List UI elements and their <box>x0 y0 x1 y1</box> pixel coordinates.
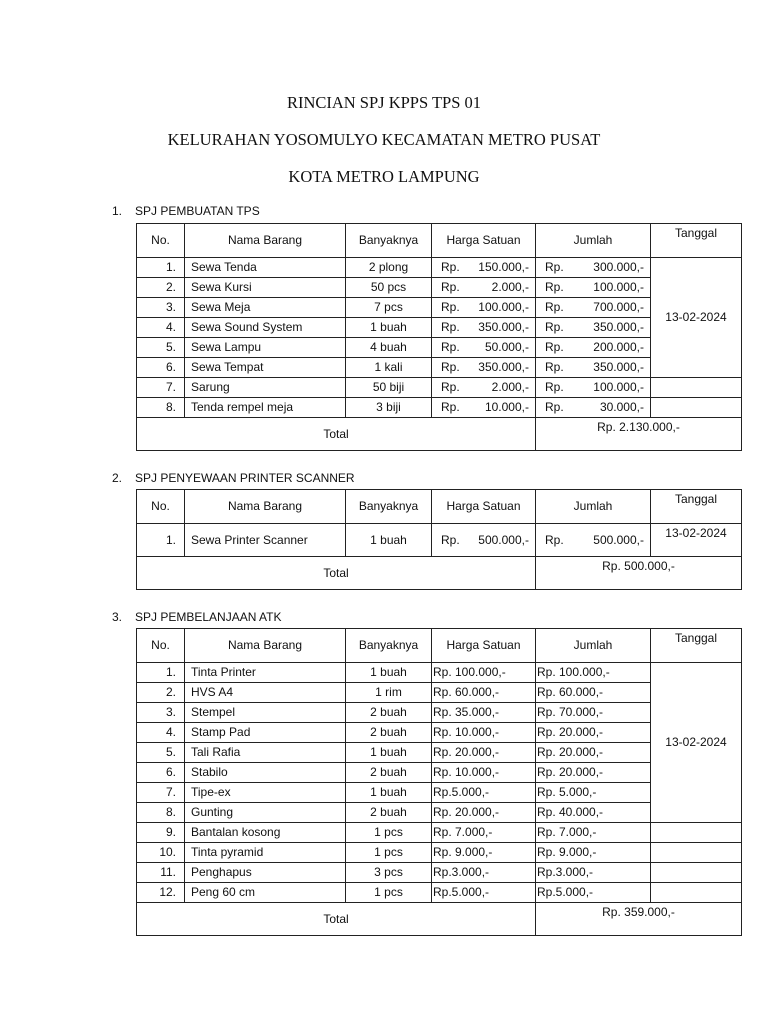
cell-harga-satuan: Rp. 20.000,- <box>432 743 536 763</box>
cell-no: 6. <box>137 763 185 783</box>
currency-label: Rp. <box>441 280 460 294</box>
currency-label: Rp. <box>441 380 460 394</box>
table-pembelanjaan-atk <box>136 628 742 936</box>
table-row <box>137 883 742 903</box>
header-tanggal: Tanggal <box>651 490 742 524</box>
amount: 2.000,- <box>491 380 529 394</box>
currency-label: Rp. <box>545 340 564 354</box>
amount: 30.000,- <box>599 400 644 414</box>
currency-label: Rp. <box>441 320 460 334</box>
cell-nama-barang: Sewa Sound System <box>185 318 346 338</box>
cell-nama-barang: Tinta Printer <box>185 663 346 683</box>
header-jumlah: Jumlah <box>536 224 651 258</box>
cell-jumlah <box>536 398 651 418</box>
amount: 350.000,- <box>593 320 644 334</box>
amount: 100.000,- <box>478 300 529 314</box>
cell-nama-barang: Sewa Kursi <box>185 278 346 298</box>
currency-label: Rp. <box>441 340 460 354</box>
cell-no: 2. <box>137 683 185 703</box>
cell-banyaknya: 3 biji <box>346 398 432 418</box>
cell-nama-barang: Tinta pyramid <box>185 843 346 863</box>
cell-no: 7. <box>137 783 185 803</box>
cell-no: 3. <box>137 703 185 723</box>
cell-jumlah <box>536 298 651 318</box>
cell-no: 8. <box>137 398 185 418</box>
cell-tanggal: 13-02-2024 <box>651 524 742 557</box>
cell-nama-barang: Tipe-ex <box>185 783 346 803</box>
cell-jumlah <box>536 378 651 398</box>
currency-label: Rp. <box>441 300 460 314</box>
header-banyaknya: Banyaknya <box>346 629 432 663</box>
amount: 700.000,- <box>593 300 644 314</box>
currency-label: Rp. <box>545 300 564 314</box>
currency-label: Rp. <box>545 360 564 374</box>
cell-nama-barang: Gunting <box>185 803 346 823</box>
amount: 100.000,- <box>593 280 644 294</box>
header-nama-barang: Nama Barang <box>185 490 346 524</box>
cell-no: 9. <box>137 823 185 843</box>
section-number: 2. <box>112 471 123 485</box>
header-tanggal: Tanggal <box>651 629 742 663</box>
header-jumlah: Jumlah <box>536 490 651 524</box>
cell-banyaknya: 1 rim <box>346 683 432 703</box>
section-label-1 <box>112 204 260 218</box>
cell-nama-barang: Sarung <box>185 378 346 398</box>
table-row <box>137 524 742 557</box>
cell-harga-satuan <box>432 258 536 278</box>
table-penyewaan-printer <box>136 489 742 590</box>
cell-jumlah: Rp. 70.000,- <box>536 703 651 723</box>
cell-nama-barang: Sewa Lampu <box>185 338 346 358</box>
cell-no: 8. <box>137 803 185 823</box>
cell-harga-satuan <box>432 278 536 298</box>
cell-banyaknya: 1 kali <box>346 358 432 378</box>
cell-tanggal-empty <box>651 378 742 398</box>
table-row <box>137 823 742 843</box>
cell-jumlah: Rp. 20.000,- <box>536 763 651 783</box>
cell-jumlah: Rp. 20.000,- <box>536 723 651 743</box>
cell-nama-barang: Sewa Printer Scanner <box>185 524 346 557</box>
table-row <box>137 843 742 863</box>
total-value: Rp. 2.130.000,- <box>536 418 742 451</box>
amount: 2.000,- <box>491 280 529 294</box>
cell-harga-satuan: Rp.5.000,- <box>432 783 536 803</box>
total-value: Rp. 359.000,- <box>536 903 742 936</box>
currency-label: Rp. <box>545 320 564 334</box>
cell-banyaknya: 2 buah <box>346 723 432 743</box>
header-harga-satuan: Harga Satuan <box>432 629 536 663</box>
cell-tanggal-empty <box>651 823 742 843</box>
cell-banyaknya: 3 pcs <box>346 863 432 883</box>
currency-label: Rp. <box>441 260 460 274</box>
cell-tanggal-empty <box>651 398 742 418</box>
cell-no: 7. <box>137 378 185 398</box>
table-header-row <box>137 490 742 524</box>
cell-harga-satuan: Rp.5.000,- <box>432 883 536 903</box>
currency-label: Rp. <box>441 360 460 374</box>
cell-tanggal-empty <box>651 843 742 863</box>
header-harga-satuan: Harga Satuan <box>432 224 536 258</box>
cell-banyaknya: 1 pcs <box>346 823 432 843</box>
cell-tanggal-empty <box>651 883 742 903</box>
amount: 50.000,- <box>484 340 529 354</box>
section-title: SPJ PEMBUATAN TPS <box>135 204 260 218</box>
section-number: 3. <box>112 610 123 624</box>
cell-jumlah: Rp.5.000,- <box>536 883 651 903</box>
cell-jumlah <box>536 524 651 557</box>
document-subtitle-kota: KOTA METRO LAMPUNG <box>288 167 480 186</box>
section-title: SPJ PENYEWAAN PRINTER SCANNER <box>135 471 355 485</box>
amount: 10.000,- <box>484 400 529 414</box>
total-label: Total <box>137 903 536 936</box>
amount: 500.000,- <box>593 532 644 547</box>
cell-banyaknya: 50 pcs <box>346 278 432 298</box>
cell-jumlah <box>536 278 651 298</box>
cell-nama-barang: Peng 60 cm <box>185 883 346 903</box>
cell-no: 5. <box>137 338 185 358</box>
header-nama-barang: Nama Barang <box>185 629 346 663</box>
table-row <box>137 258 742 278</box>
cell-nama-barang: Sewa Tempat <box>185 358 346 378</box>
table-row <box>137 378 742 398</box>
cell-banyaknya: 4 buah <box>346 338 432 358</box>
cell-harga-satuan: Rp. 9.000,- <box>432 843 536 863</box>
table-row <box>137 663 742 683</box>
cell-banyaknya: 1 buah <box>346 524 432 557</box>
cell-nama-barang: Stempel <box>185 703 346 723</box>
total-row <box>137 557 742 590</box>
cell-harga-satuan <box>432 398 536 418</box>
currency-label: Rp. <box>441 532 460 547</box>
cell-harga-satuan: Rp. 10.000,- <box>432 723 536 743</box>
total-value: Rp. 500.000,- <box>536 557 742 590</box>
currency-label: Rp. <box>545 532 564 547</box>
total-label: Total <box>137 557 536 590</box>
cell-banyaknya: 2 buah <box>346 803 432 823</box>
cell-tanggal-empty <box>651 863 742 883</box>
cell-jumlah: Rp.3.000,- <box>536 863 651 883</box>
amount: 500.000,- <box>478 532 529 547</box>
cell-no: 2. <box>137 278 185 298</box>
amount: 350.000,- <box>478 320 529 334</box>
cell-no: 5. <box>137 743 185 763</box>
cell-jumlah: Rp. 100.000,- <box>536 663 651 683</box>
cell-jumlah <box>536 358 651 378</box>
cell-no: 4. <box>137 723 185 743</box>
header-tanggal: Tanggal <box>651 224 742 258</box>
cell-no: 3. <box>137 298 185 318</box>
cell-harga-satuan <box>432 318 536 338</box>
cell-banyaknya: 50 biji <box>346 378 432 398</box>
cell-banyaknya: 1 pcs <box>346 843 432 863</box>
cell-nama-barang: Bantalan kosong <box>185 823 346 843</box>
table-header-row <box>137 224 742 258</box>
amount: 350.000,- <box>593 360 644 374</box>
total-row <box>137 418 742 451</box>
cell-nama-barang: HVS A4 <box>185 683 346 703</box>
header-no: No. <box>137 224 185 258</box>
header-no: No. <box>137 629 185 663</box>
header-harga-satuan: Harga Satuan <box>432 490 536 524</box>
cell-jumlah <box>536 318 651 338</box>
cell-no: 4. <box>137 318 185 338</box>
amount: 200.000,- <box>593 340 644 354</box>
amount: 100.000,- <box>593 380 644 394</box>
cell-no: 12. <box>137 883 185 903</box>
cell-harga-satuan: Rp. 20.000,- <box>432 803 536 823</box>
currency-label: Rp. <box>545 260 564 274</box>
table-row <box>137 863 742 883</box>
cell-jumlah: Rp. 7.000,- <box>536 823 651 843</box>
currency-label: Rp. <box>545 280 564 294</box>
cell-harga-satuan: Rp. 100.000,- <box>432 663 536 683</box>
cell-nama-barang: Stamp Pad <box>185 723 346 743</box>
currency-label: Rp. <box>545 380 564 394</box>
cell-harga-satuan <box>432 524 536 557</box>
cell-no: 6. <box>137 358 185 378</box>
header-jumlah: Jumlah <box>536 629 651 663</box>
cell-nama-barang: Tali Rafia <box>185 743 346 763</box>
cell-banyaknya: 1 buah <box>346 743 432 763</box>
cell-harga-satuan <box>432 298 536 318</box>
section-label-3 <box>112 610 282 624</box>
table-row <box>137 398 742 418</box>
amount: 150.000,- <box>478 260 529 274</box>
total-row <box>137 903 742 936</box>
cell-harga-satuan: Rp. 60.000,- <box>432 683 536 703</box>
header-no: No. <box>137 490 185 524</box>
table-header-row <box>137 629 742 663</box>
section-number: 1. <box>112 204 123 218</box>
section-label-2 <box>112 471 355 485</box>
cell-banyaknya: 7 pcs <box>346 298 432 318</box>
cell-jumlah: Rp. 9.000,- <box>536 843 651 863</box>
currency-label: Rp. <box>441 400 460 414</box>
section-title: SPJ PEMBELANJAAN ATK <box>135 610 282 624</box>
cell-harga-satuan <box>432 378 536 398</box>
cell-harga-satuan: Rp.3.000,- <box>432 863 536 883</box>
cell-banyaknya: 1 pcs <box>346 883 432 903</box>
cell-banyaknya: 1 buah <box>346 318 432 338</box>
cell-harga-satuan: Rp. 7.000,- <box>432 823 536 843</box>
cell-jumlah <box>536 338 651 358</box>
cell-nama-barang: Stabilo <box>185 763 346 783</box>
cell-nama-barang: Tenda rempel meja <box>185 398 346 418</box>
cell-tanggal: 13-02-2024 <box>651 258 742 378</box>
cell-jumlah <box>536 258 651 278</box>
cell-jumlah: Rp. 60.000,- <box>536 683 651 703</box>
total-label: Total <box>137 418 536 451</box>
cell-jumlah: Rp. 5.000,- <box>536 783 651 803</box>
cell-no: 1. <box>137 258 185 278</box>
cell-harga-satuan <box>432 358 536 378</box>
cell-banyaknya: 2 buah <box>346 763 432 783</box>
cell-jumlah: Rp. 40.000,- <box>536 803 651 823</box>
cell-nama-barang: Sewa Meja <box>185 298 346 318</box>
cell-no: 10. <box>137 843 185 863</box>
document-subtitle-kelurahan: KELURAHAN YOSOMULYO KECAMATAN METRO PUSAT <box>167 130 601 149</box>
cell-harga-satuan: Rp. 10.000,- <box>432 763 536 783</box>
header-banyaknya: Banyaknya <box>346 224 432 258</box>
cell-no: 1. <box>137 524 185 557</box>
amount: 300.000,- <box>593 260 644 274</box>
document-title: RINCIAN SPJ KPPS TPS 01 <box>286 93 482 112</box>
cell-nama-barang: Penghapus <box>185 863 346 883</box>
cell-banyaknya: 1 buah <box>346 663 432 683</box>
header-nama-barang: Nama Barang <box>185 224 346 258</box>
header-banyaknya: Banyaknya <box>346 490 432 524</box>
cell-banyaknya: 2 plong <box>346 258 432 278</box>
cell-no: 1. <box>137 663 185 683</box>
amount: 350.000,- <box>478 360 529 374</box>
currency-label: Rp. <box>545 400 564 414</box>
cell-nama-barang: Sewa Tenda <box>185 258 346 278</box>
cell-harga-satuan <box>432 338 536 358</box>
cell-no: 11. <box>137 863 185 883</box>
cell-jumlah: Rp. 20.000,- <box>536 743 651 763</box>
cell-banyaknya: 1 buah <box>346 783 432 803</box>
cell-tanggal: 13-02-2024 <box>651 663 742 823</box>
cell-harga-satuan: Rp. 35.000,- <box>432 703 536 723</box>
cell-banyaknya: 2 buah <box>346 703 432 723</box>
table-pembuatan-tps <box>136 223 742 451</box>
